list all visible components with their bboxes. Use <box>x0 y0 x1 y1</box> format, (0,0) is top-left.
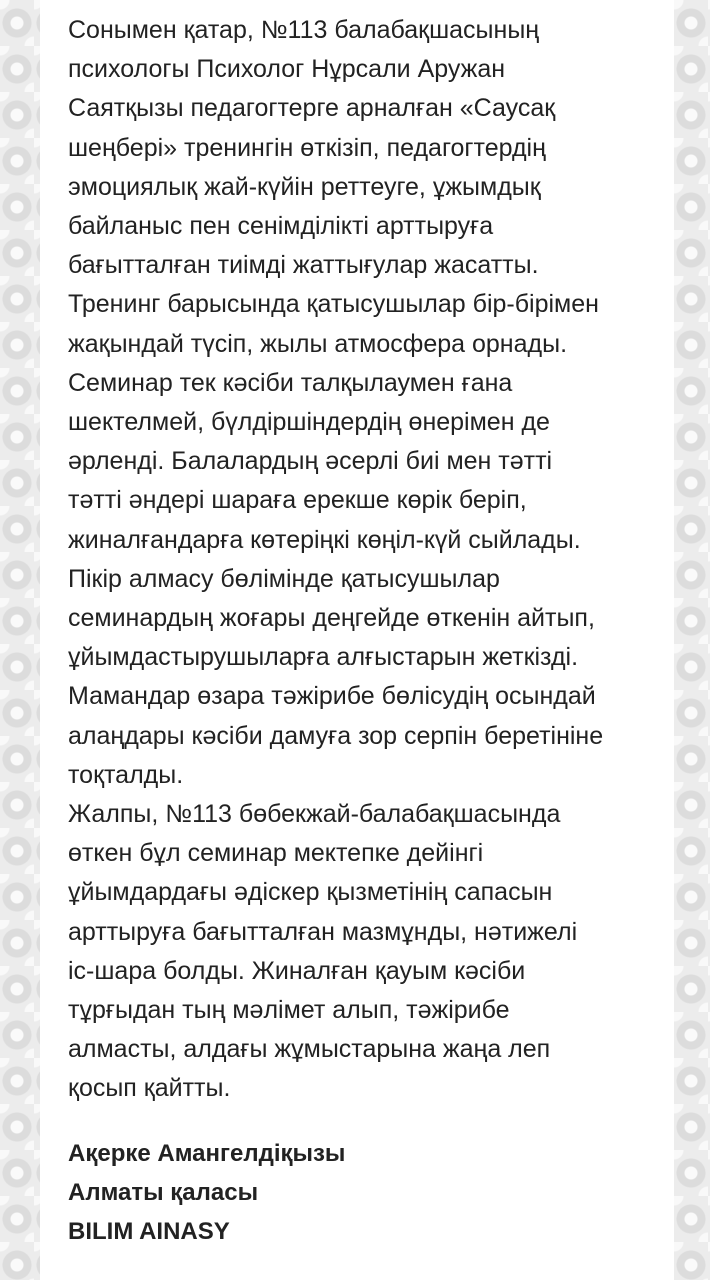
author-city: Алматы қаласы <box>68 1179 259 1206</box>
author-name: Ақерке Амангелдіқызы <box>68 1140 346 1167</box>
signature-block <box>68 1134 658 1251</box>
decorative-border-right <box>674 0 710 1280</box>
publication-name: BILIM AINASY <box>68 1218 230 1245</box>
article-body: Сонымен қатар, №113 балабақшасының психологы Психолог Нұрсали Аружан Саятқызы педагогтерге арналған «Саусақ шеңбері» тренингін өткізіп, педагогтердің эмоциялық жай-күйін реттеуге, ұжымдық байланыс пен сенімділікті арттыруға бағытталған тиімді жаттығулар жасатты. Тренинг барысында қатысушылар бір-бірімен жақындай түсіп, жылы атмосфера орнады. Семинар тек кәсіби талқылаумен ғана шектелмей, бүлдіршіндердің өнерімен де әрленді. Балалардың әсерлі биі мен тәтті тәтті әндері шараға ерекше көрік беріп, жиналғандарға көтеріңкі көңіл-күй сыйлады. Пікір алмасу бөлімінде қатысушылар семинардың жоғары деңгейде өткенін айтып, ұйымдастырушыларға алғыстарын жеткізді. Мамандар өзара тәжірибе бөлісудің осындай алаңдары кәсіби дамуға зор серпін беретініне тоқталды. Жалпы, №113 бөбекжай-балабақшасында өткен бұл семинар мектепке дейінгі ұйымдардағы әдіскер қызметінің сапасын арттыруға бағытталған мазмұнды, нәтижелі іс-шара болды. Жиналған қауым кәсіби тұрғыдан тың мәлімет алып, тәжірибе алмасты, алдағы жұмыстарына жаңа леп қосып қайтты. <box>68 16 604 1103</box>
decorative-border-left <box>0 0 40 1280</box>
